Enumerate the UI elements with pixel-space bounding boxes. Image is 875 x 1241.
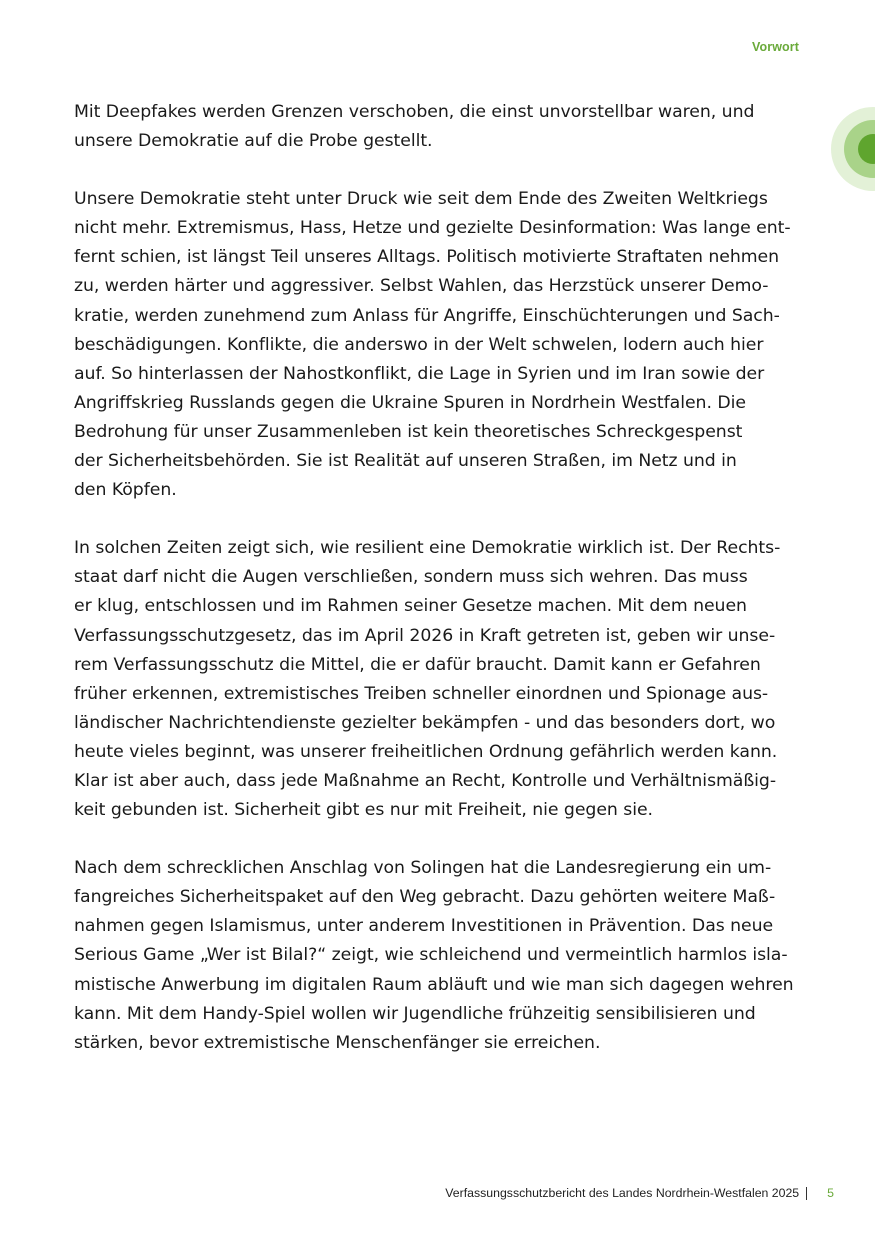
text-line: Verfassungsschutzgesetz, das im April 2026 in Kraft getreten ist, geben wir unse- xyxy=(74,625,776,646)
text-line: fernt schien, ist längst Teil unseres Alltags. Politisch motivierte Straftaten nehmen xyxy=(74,247,780,268)
paragraph xyxy=(74,185,814,505)
text-line: kann. Mit dem Handy-Spiel wollen wir Jugendliche frühzeitig sensibilisieren und xyxy=(74,1003,756,1024)
page-number: 5 xyxy=(827,1186,834,1200)
text-line: keit gebunden ist. Sicherheit gibt es nur mit Freiheit, nie gegen sie. xyxy=(74,800,653,821)
text-line: früher erkennen, extremistisches Treiben schneller einordnen und Spionage aus- xyxy=(74,683,769,704)
text-line: unsere Demokratie auf die Probe gestellt. xyxy=(74,131,433,152)
report-title: Verfassungsschutzbericht des Landes Nordrhein-Westfalen 2025 xyxy=(445,1186,800,1200)
paragraph xyxy=(74,854,814,1058)
text-line: Unsere Demokratie steht unter Druck wie seit dem Ende des Zweiten Weltkriegs xyxy=(74,189,768,210)
text-line: mistische Anwerbung im digitalen Raum abläuft und wie man sich dagegen wehren xyxy=(74,974,794,995)
paragraph xyxy=(74,98,814,156)
text-line: kratie, werden zunehmend zum Anlass für Angriffe, Einschüchterungen und Sach- xyxy=(74,305,780,326)
footer-divider xyxy=(806,1187,807,1200)
text-line: fangreiches Sicherheitspaket auf den Weg gebracht. Dazu gehörten weitere Maß- xyxy=(74,887,776,908)
text-line: den Köpfen. xyxy=(74,480,177,501)
text-line: der Sicherheitsbehörden. Sie ist Realität auf unseren Straßen, im Netz und in xyxy=(74,451,737,472)
text-line: nahmen gegen Islamismus, unter anderem Investitionen in Prävention. Das neue xyxy=(74,916,774,937)
text-line: In solchen Zeiten zeigt sich, wie resilient eine Demokratie wirklich ist. Der Rechts- xyxy=(74,538,781,559)
text-line: er klug, entschlossen und im Rahmen seiner Gesetze machen. Mit dem neuen xyxy=(74,596,747,617)
chapter-tab-marker xyxy=(831,107,875,191)
text-line: stärken, bevor extremistische Menschenfänger sie erreichen. xyxy=(74,1032,601,1053)
paragraph xyxy=(74,534,814,825)
text-line: nicht mehr. Extremismus, Hass, Hetze und gezielte Desinformation: Was lange ent- xyxy=(74,218,791,239)
text-line: Serious Game „Wer ist Bilal?“ zeigt, wie schleichend und vermeintlich harmlos isla- xyxy=(74,945,788,966)
text-line: Klar ist aber auch, dass jede Maßnahme an Recht, Kontrolle und Verhältnismäßig- xyxy=(74,770,777,791)
text-line: zu, werden härter und aggressiver. Selbst Wahlen, das Herzstück unserer Demo- xyxy=(74,276,769,297)
text-line: staat darf nicht die Augen verschließen, sondern muss sich wehren. Das muss xyxy=(74,567,748,588)
text-line: Angriffskrieg Russlands gegen die Ukraine Spuren in Nordrhein Westfalen. Die xyxy=(74,392,746,413)
text-line: Mit Deepfakes werden Grenzen verschoben, die einst unvorstellbar waren, und xyxy=(74,102,755,122)
text-line: beschädigungen. Konflikte, die anderswo in der Welt schwelen, lodern auch hier xyxy=(74,334,764,355)
text-line: auf. So hinterlassen der Nahostkonflikt, die Lage in Syrien und im Iran sowie der xyxy=(74,363,765,384)
text-line: heute vieles beginnt, was unserer freiheitlichen Ordnung gefährlich werden kann. xyxy=(74,741,778,762)
page-footer xyxy=(445,1186,834,1200)
body-text xyxy=(74,98,814,1087)
text-line: ländischer Nachrichtendienste gezielter bekämpfen - und das besonders dort, wo xyxy=(74,712,776,733)
text-line: Bedrohung für unser Zusammenleben ist kein theoretisches Schreckgespenst xyxy=(74,421,743,442)
text-line: rem Verfassungsschutz die Mittel, die er dafür braucht. Damit kann er Gefahren xyxy=(74,654,761,675)
section-label: Vorwort xyxy=(752,40,799,54)
text-line: Nach dem schrecklichen Anschlag von Solingen hat die Landesregierung ein um- xyxy=(74,858,772,879)
